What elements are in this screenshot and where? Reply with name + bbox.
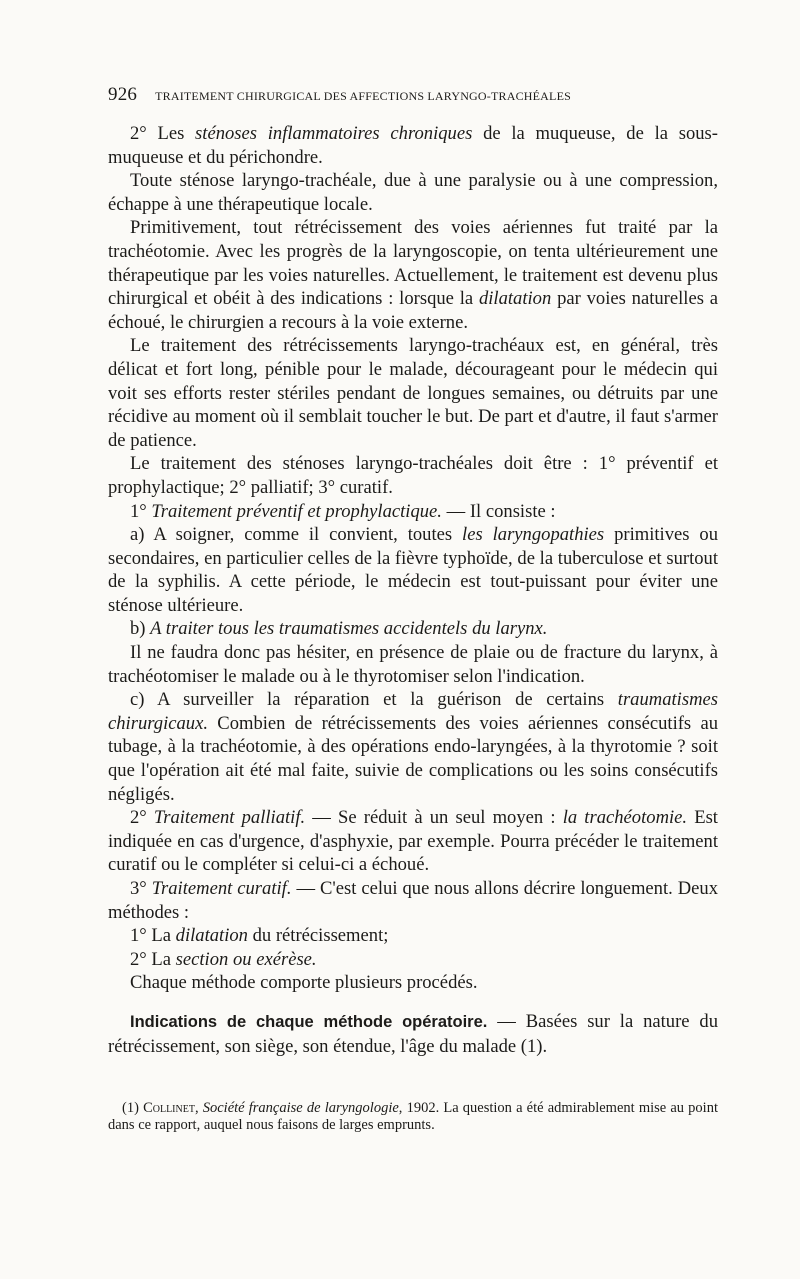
paragraph: Le traitement des rétrécissements laryngo-trachéaux est, en général, très délicat et fort long, pénible pour le malade, décourageant pour le médecin qui voit ses efforts rester stériles pendant de longues semaines, ou détruits par une récidive au moment où il semblait toucher le but. De part et d'autre, il faut s'armer de patience.	[108, 335, 718, 451]
footnote-work: Société française de laryngologie	[202, 1100, 399, 1116]
paragraph: Il ne faudra donc pas hésiter, en présence de plaie ou de fracture du larynx, à trachéotomiser le malade ou à le thyrotomiser selon l'indication.	[108, 642, 718, 687]
section-heading: Indications de chaque méthode opératoire.	[130, 1012, 488, 1031]
running-header	[108, 84, 708, 106]
paragraph: Chaque méthode comporte plusieurs procédés.	[130, 972, 478, 994]
body-text	[108, 122, 718, 1058]
paragraph: 2° La section ou exérèse.	[130, 948, 317, 970]
running-title: TRAITEMENT CHIRURGICAL DES AFFECTIONS LARYNGO-TRACHÉALES	[155, 89, 571, 103]
paragraph: 2° Les sténoses inflammatoires chroniques de la muqueuse, de la sous-muqueuse et du périchondre.	[108, 123, 718, 168]
paragraph: Le traitement des sténoses laryngo-trachéales doit être : 1° préventif et prophylactique; 2° palliatif; 3° curatif.	[108, 453, 718, 498]
footnote-author: Collinet	[143, 1100, 195, 1116]
paragraph: 1° La dilatation du rétrécissement;	[130, 925, 389, 947]
paragraph: 2° Traitement palliatif. — Se réduit à un seul moyen : la trachéotomie. Est indiquée en cas d'urgence, d'asphyxie, par exemple. Pourra précéder le traitement curatif ou le compléter si celui-ci a échoué.	[108, 807, 718, 876]
paragraph: 3° Traitement curatif. — C'est celui que nous allons décrire longuement. Deux méthodes :	[108, 878, 719, 923]
paragraph: a) A soigner, comme il convient, toutes les laryngopathies primitives ou secondaires, en particulier celles de la fièvre typhoïde, de la tuberculose et surtout de la syphilis. A cette période, le médecin est tout-puissant pour éviter une sténose ultérieure.	[108, 524, 719, 616]
paragraph: 1° Traitement préventif et prophylactique. — Il consiste :	[130, 500, 556, 522]
footnote: (1) Collinet, Société française de laryngologie, 1902. La question a été admirablement mise au point dans ce rapport, auquel nous faisons de larges emprunts.	[108, 1100, 718, 1133]
paragraph: c) A surveiller la réparation et la guérison de certains traumatismes chirurgicaux. Combien de rétrécissements des voies aériennes consécutifs au tubage, à la trachéotomie, à des opérations endo-laryngées, à la thyrotomie ? soit que l'opération ait été mal faite, suivie de complications ou les soins consécutifs négligés.	[108, 689, 718, 805]
paragraph: b) A traiter tous les traumatismes accidentels du larynx.	[130, 618, 548, 640]
paragraph: Primitivement, tout rétrécissement des voies aériennes fut traité par la trachéotomie. Avec les progrès de la laryngoscopie, on tenta ultérieurement une thérapeutique par les voies naturelles. Actuellement, le traitement est devenu plus chirurgical et obéit à des indications : lorsque la dilatation par voies naturelles a échoué, le chirurgien a recours à la voie externe.	[108, 217, 718, 333]
indications-paragraph: Indications de chaque méthode opératoire. — Basées sur la nature du rétrécissement, son siège, son étendue, l'âge du malade (1).	[108, 1010, 718, 1057]
page-number: 926	[108, 84, 138, 105]
paragraph: Toute sténose laryngo-trachéale, due à une paralysie ou à une compression, échappe à une thérapeutique locale.	[108, 170, 718, 215]
